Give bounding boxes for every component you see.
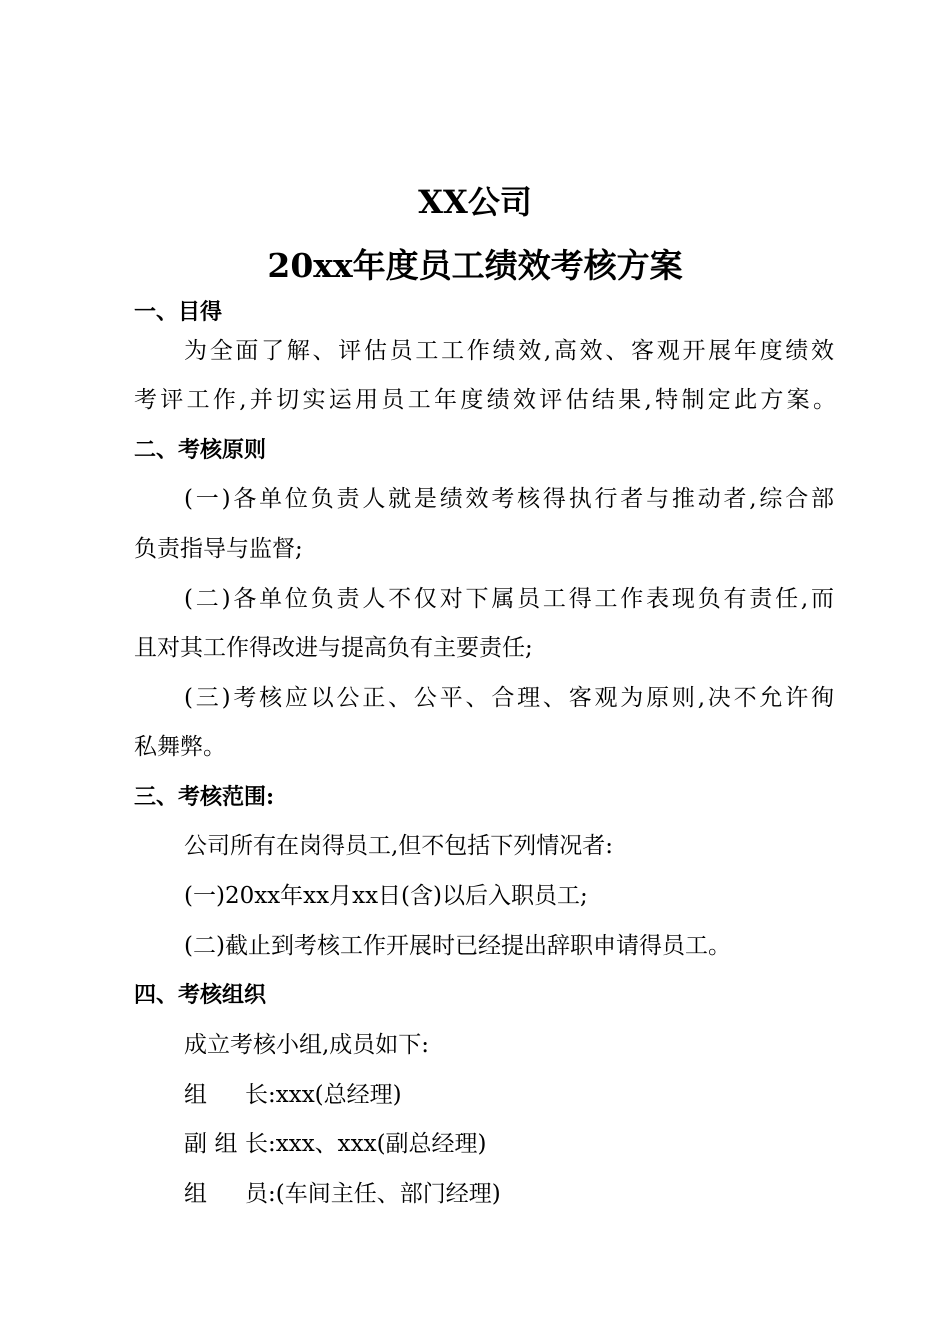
document-title: 20xx年度员工绩效考核方案 [267, 246, 683, 285]
paragraph-line: (一)20xx年xx月xx日(含)以后入职员工; [184, 883, 588, 909]
paragraph-line: (一)各单位负责人就是绩效考核得执行者与推动者,综合部 [184, 486, 834, 512]
member-value: :(车间主任、部门经理) [268, 1181, 501, 1207]
paragraph-line: 为全面了解、评估员工工作绩效,高效、客观开展年度绩效 [184, 338, 834, 364]
section-heading-scope: 三、考核范围: [134, 784, 275, 810]
section-heading-purpose: 一、目得 [134, 299, 223, 325]
paragraph-line: 考评工作,并切实运用员工年度绩效评估结果,特制定此方案。 [134, 387, 836, 413]
paragraph-line: (二)截止到考核工作开展时已经提出辞职申请得员工。 [184, 933, 731, 959]
section-heading-organization: 四、考核组织 [134, 982, 267, 1008]
paragraph-line: 成立考核小组,成员如下: [184, 1032, 430, 1058]
paragraph-line: 且对其工作得改进与提高负有主要责任; [134, 635, 533, 661]
company-name: XX公司 [418, 183, 532, 221]
member-row-leader [184, 1080, 402, 1110]
member-row-members [184, 1179, 501, 1209]
member-value: :xxx(总经理) [268, 1082, 402, 1108]
paragraph-line: (二)各单位负责人不仅对下属员工得工作表现负有责任,而 [184, 586, 834, 612]
member-role: 副组长 [184, 1131, 268, 1157]
member-row-deputy [184, 1129, 487, 1159]
paragraph-line: 私舞弊。 [134, 734, 226, 760]
section-heading-principles: 二、考核原则 [134, 437, 267, 463]
member-value: :xxx、xxx(副总经理) [268, 1131, 487, 1157]
member-role: 组长 [184, 1082, 268, 1108]
paragraph-line: (三)考核应以公正、公平、合理、客观为原则,决不允许徇 [184, 685, 834, 711]
paragraph-line: 负责指导与监督; [134, 536, 303, 562]
member-role: 组员 [184, 1181, 268, 1207]
paragraph-line: 公司所有在岗得员工,但不包括下列情况者: [184, 833, 614, 859]
